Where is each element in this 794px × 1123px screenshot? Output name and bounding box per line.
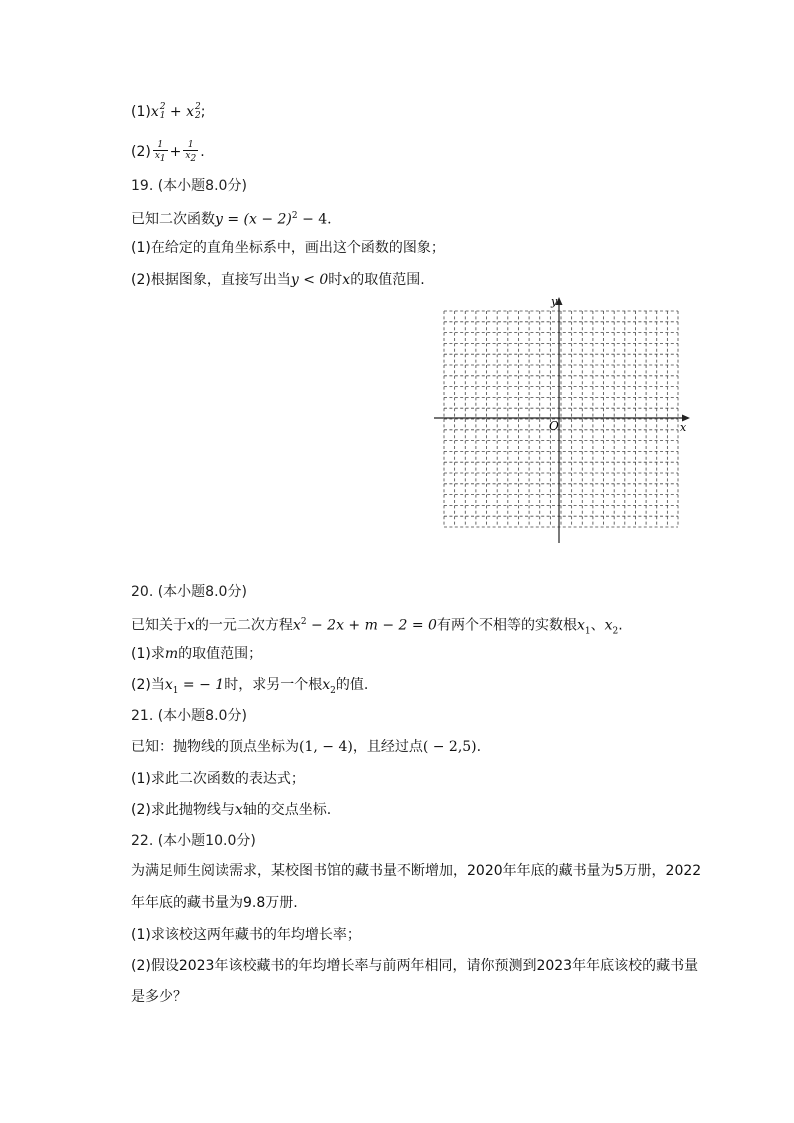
q18-frac-2: $\frac{1}{x_2}$ [185,140,197,164]
q20-part1 [131,644,262,664]
q19-part2-cond: y < 0 [290,272,329,288]
q20-stem-x: x [187,617,195,634]
q18-part1-formula: x 2 1 + x 2 2 [150,102,201,121]
q22-stem-line2: 年年底的藏书量为9.8万册. [131,895,298,911]
q19-stem-exp: 2 [291,211,298,221]
y-axis-label: y [551,295,558,308]
q19-stem [131,206,332,230]
q20-part1-a: (1)求 [131,646,165,662]
q19-part2-a: (2)根据图象，直接写出当 [131,272,291,288]
q20-part2-eq: = − 1 [178,677,225,693]
q18-frac-1: $\frac{1}{x_1}$ [154,140,166,164]
q20-root1: x [576,617,585,634]
q21-part2-a: (2)求此抛物线与 [131,802,235,818]
q20-part2-sub2: 2 [330,685,336,696]
q22-part1: (1)求该校这两年藏书的年均增长率； [131,927,361,943]
q20-part2-x: x [164,677,173,693]
q19-part2-b: 时 [328,272,343,288]
q19-stem-formula: y = (x − 2) [215,211,292,228]
q20-part2-sub: 1 [172,685,179,696]
q20-part2-c: 的值. [335,677,369,693]
q19-part2 [131,270,425,290]
q20-stem-end: . [618,617,623,634]
q21-stem [131,737,481,757]
q19-stem-prefix: 已知二次函数 [131,211,215,228]
q20-eq-rest: − 2x + m − 2 = 0 [306,617,437,634]
q18-part2-end: . [200,143,205,160]
coordinate-grid [432,293,694,545]
q21-part2 [131,800,331,820]
q20-eq-x: x [292,617,301,634]
q21-stem-a: 已知：抛物线的顶点坐标为 [131,739,299,755]
q18-part2: (2) $\frac{1}{x_1}$ + $\frac{1}{x_2}$ . [131,140,205,164]
q20-stem-b: 的一元二次方程 [194,617,293,634]
grid-lines [444,311,678,527]
q20-stem-c: 有两个不相等的实数根 [436,617,577,634]
origin-label: O [549,419,559,433]
q20-part2-a: (2)当 [131,677,165,693]
q20-stem [131,612,623,641]
q18-part1-sep: ; [200,104,206,120]
q21-header: 21. (本小题8.0分) [131,708,247,724]
x-axis-label: x [680,421,687,434]
q22-stem-line1: 为满足师生阅读需求，某校图书馆的藏书量不断增加，2020年年底的藏书量为5万册，2022 [131,863,702,879]
q19-part2-x: x [342,272,351,288]
q20-part2-b: 时，求另一个根 [224,677,323,693]
q20-root2: x [604,617,613,634]
q21-point: ( − 2,5) [422,739,477,755]
q20-sep: 、 [590,617,605,634]
q21-part2-b: 轴的交点坐标. [242,802,332,818]
q20-part2 [131,675,368,701]
q21-vertex: (1, − 4) [299,739,353,755]
q18-part1-prefix: (1) [131,104,151,120]
q21-stem-end: . [476,739,482,755]
q21-part2-x: x [234,802,243,818]
q18-part2-prefix: (2) [131,143,151,160]
q21-stem-b: ，且经过点 [352,739,423,755]
q20-part2-x2: x [322,677,331,693]
q19-header: 19. (本小题8.0分) [131,178,247,194]
q21-part1: (1)求此二次函数的表达式； [131,771,305,787]
q19-part2-c: 的取值范围. [350,272,425,288]
q22-part2-line1: (2)假设2023年该校藏书的年均增长率与前两年相同，请你预测到2023年年底该校的藏书量 [131,958,699,974]
q19-stem-tail: − 4. [297,211,332,228]
q20-stem-a: 已知关于 [131,617,187,634]
q20-root2-sub: 2 [612,626,619,637]
q22-header: 22. (本小题10.0分) [131,833,256,849]
q20-root1-sub: 1 [584,626,591,637]
q20-part1-b: 的取值范围； [178,646,263,662]
q20-header: 20. (本小题8.0分) [131,584,247,600]
q22-part2-line2: 是多少？ [131,989,187,1005]
q18-part1 [131,102,205,122]
q20-part1-m: m [164,646,179,662]
q19-part1: (1)在给定的直角坐标系中，画出这个函数的图象； [131,240,445,256]
q20-eq-exp: 2 [300,617,307,627]
